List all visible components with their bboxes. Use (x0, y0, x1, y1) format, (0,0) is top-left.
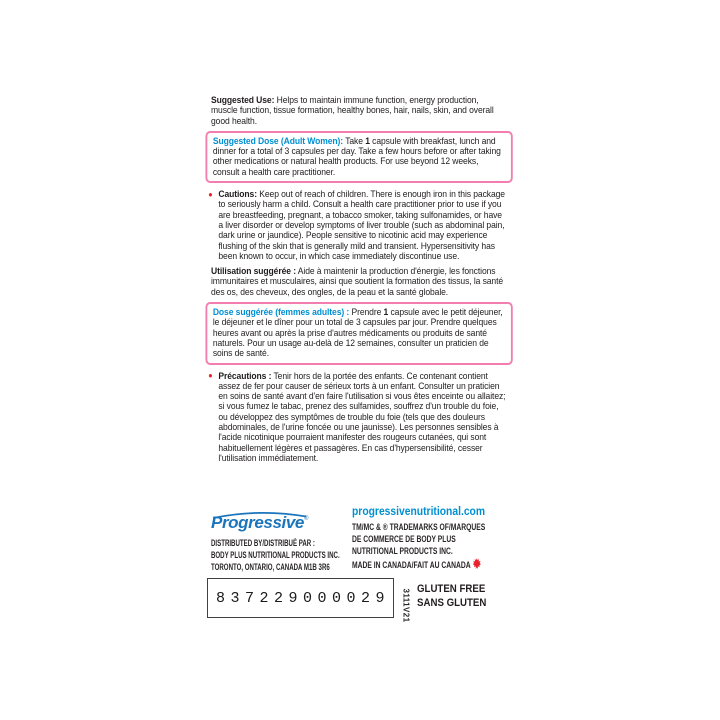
precautions-body: Tenir hors de la portée des enfants. Ce contenant contient assez de fer pour causer de sérieux torts à un enfant. Consulter un praticien en soins de santé avant d'en faire l'utilisation si vous êtes enceinte ou allaitez; si vous fumez le tabac, prenez des sulfamides, souffrez d'un trouble du foie, ou développez des symptômes de trouble du foie (tels que des douleurs abdominales, de l'urine foncée ou une jaunisse). Les personnes sensibles à l'acide nicotinique pourraient manifester des rougeurs cutanées, qui sont habituellement légères et passagères. En cas d'hypersensibilité, cesser l'utilisation immédiatement. (218, 370, 506, 463)
trademark-line-3: NUTRITIONAL PRODUCTS INC. (352, 546, 453, 557)
gluten-free-badge (417, 583, 486, 610)
dose-suggeree-heading: Dose suggérée (femmes adultes) : (212, 307, 350, 318)
website-url: progressivenutritional.com (352, 504, 486, 518)
barcode-box (207, 578, 394, 618)
suggested-dose-heading: Suggested Dose (Adult Women): (212, 135, 344, 146)
cautions-paragraph (208, 189, 507, 261)
suggested-dose-box (205, 131, 512, 183)
trademark-line-2: DE COMMERCE DE BODY PLUS (352, 534, 456, 545)
trademark-lines (352, 521, 485, 571)
barcode-number: 837229000029 (215, 589, 391, 607)
progressive-logo-text: Progressive (211, 513, 304, 532)
suggested-dose-body-pre: Take (343, 135, 366, 146)
trademark-line-1: TM/MC & ® TRADEMARKS OF/MARQUES (352, 522, 486, 532)
distributor-company-line: BODY PLUS NUTRITIONAL PRODUCTS INC. (211, 550, 340, 561)
utilisation-suggeree-paragraph (211, 266, 507, 297)
suggested-use-paragraph (211, 95, 507, 126)
trademark-block (352, 504, 530, 571)
suggested-use-body: Helps to maintain immune function, energy production, muscle function, tissue formation, healthy bones, hair, nails, skin, and overall good health. (211, 95, 494, 126)
progressive-logo (211, 512, 321, 534)
dose-suggeree-body-post: capsule avec le petit déjeuner, le déjeuner et le dîner pour un total de 3 capsules par jour. Prendre quelques heures avant ou après la prise d'autres médicaments ou produits de santé naturels. Pour un usage au-delà de 12 semaines, consulter un praticien de soins de santé. (212, 307, 503, 359)
precautions-paragraph (208, 370, 507, 464)
precautions-heading: Précautions : (218, 370, 272, 381)
maple-leaf-icon (473, 558, 481, 569)
suggested-dose-capsule-count: 1 (365, 135, 370, 146)
distributor-lines (211, 537, 340, 574)
dose-suggeree-capsule-count: 1 (383, 307, 389, 318)
red-bullet-icon: ● (208, 371, 213, 381)
suggested-dose-body-post: capsule with breakfast, lunch and dinner for a total of 3 capsules per day. Take a few hours before or after taking other medications or natural health products. For use beyond 12 weeks, consult a health care practitioner. (212, 135, 501, 177)
made-in-canada-line: MADE IN CANADA/FAIT AU CANADA (352, 558, 485, 571)
suggested-use-heading: Suggested Use: (211, 95, 275, 105)
distributed-by-line: DISTRIBUTED BY/DISTRIBUÉ PAR : (211, 538, 315, 548)
red-bullet-icon: ● (208, 189, 213, 199)
cautions-heading: Cautions: (218, 189, 257, 200)
utilisation-suggeree-body: Aide à maintenir la production d'énergie, les fonctions immunitaires et musculaires, ainsi que soutient la formation des tissus, la santé des os, des cheveux, des ongles, de la peau et la santé globale. (211, 266, 504, 297)
cautions-body: Keep out of reach of children. There is enough iron in this package to seriously harm a child. Consult a health care practitioner prior to use if you are breastfeeding, pregnant, a tobacco smoker, taking sulfonamides, or have a liver disorder or develop symptoms of liver trouble (such as abdominal pain, dark urine or jaundice). People sensitive to nicotinic acid may experience flushing of the skin that is generally mild and transient. Hypersensitivity has been known to occur, in which case immediately discontinue use. (218, 189, 505, 261)
gluten-free-english: GLUTEN FREE (417, 583, 486, 595)
dose-suggeree-box (205, 302, 512, 364)
registered-trademark-icon: ® (303, 516, 309, 522)
dose-suggeree-body-pre: Prendre (349, 307, 384, 318)
gluten-free-french: SANS GLUTEN (417, 596, 487, 609)
label-text-column (208, 95, 507, 468)
lot-code-vertical: 3111V21 (401, 588, 411, 623)
logo-swoosh-icon (212, 510, 308, 519)
distributor-address-line: TORONTO, ONTARIO, CANADA M1B 3R6 (211, 562, 330, 573)
utilisation-suggeree-heading: Utilisation suggérée : (211, 266, 296, 277)
